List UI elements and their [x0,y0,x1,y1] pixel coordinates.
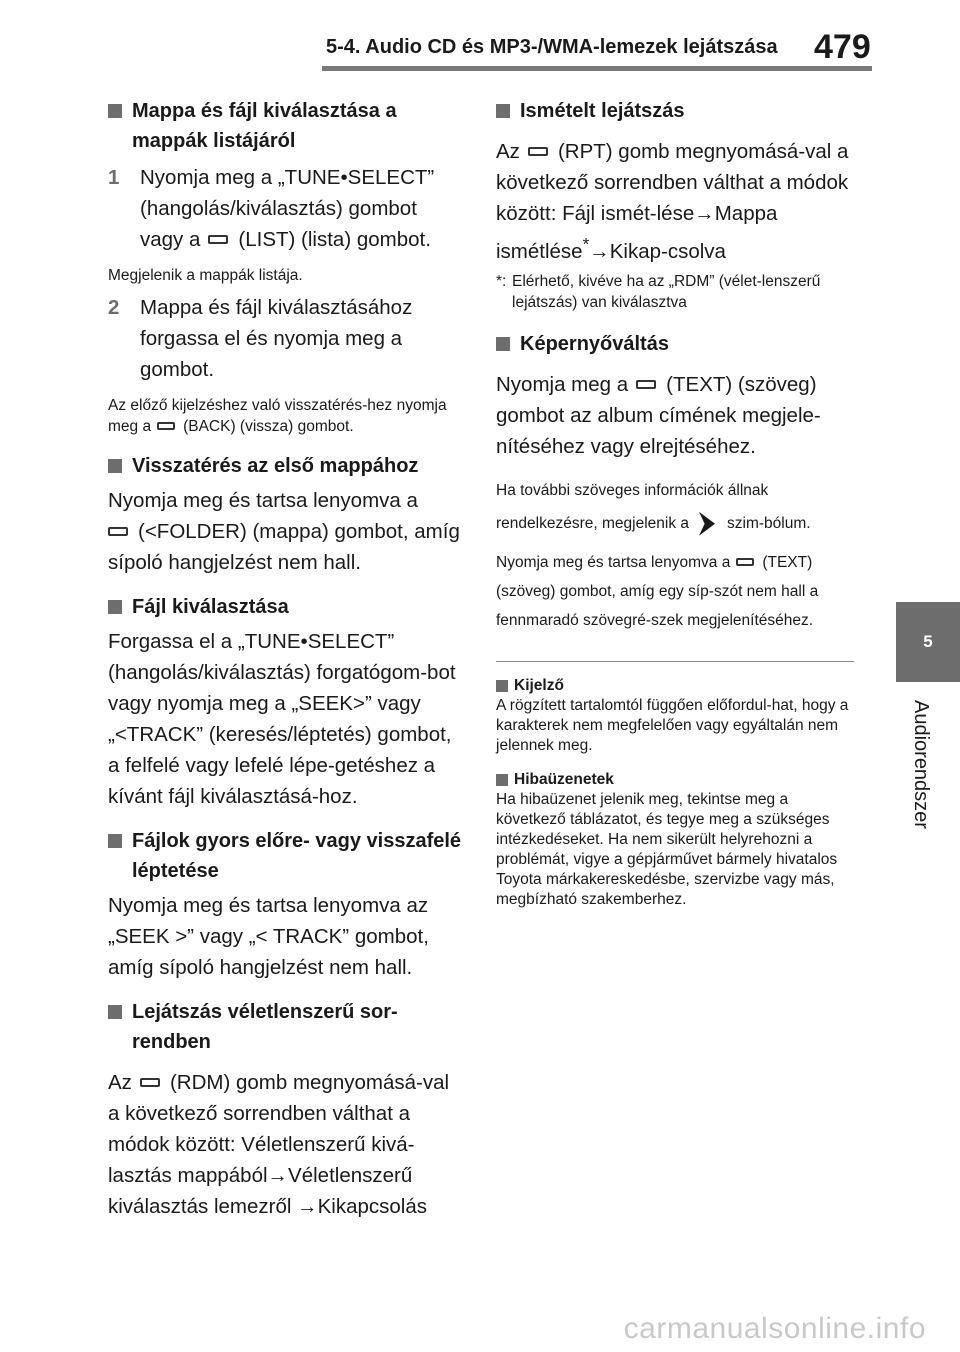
list-button-icon [208,235,228,244]
heading-screen-switch: Képernyőváltás [496,329,854,359]
heading-fast-step: Fájlok gyors előre- vagy visszafelé léptetése [108,826,464,886]
square-bullet-icon [496,337,510,351]
rpt-button-icon [528,147,548,156]
page-number: 479 [814,28,871,66]
chapter-label: Audiorendszer [910,700,932,829]
heading-folder-file-select: Mappa és fájl kiválasztása a mappák listájáról [108,96,464,156]
text-button-icon [736,558,754,566]
paragraph-fast-step: Nyomja meg és tartsa lenyomva az „SEEK >” vagy „< TRACK” gombot, amíg sípoló hangjelzést nem hall. [108,894,429,979]
heading-display: Kijelző [496,676,854,696]
note-more-text: Ha további szöveges információk állnak rendelkezésre, megjelenik a szim-bólum. [496,474,854,540]
right-column [496,86,854,910]
square-bullet-icon [108,834,122,848]
square-bullet-icon [496,680,508,692]
paragraph-display: A rögzített tartalomtól függően előfordul-hat, hogy a karakterek nem megfelelően vagy egyáltalán nem jelennek meg. [496,696,849,754]
left-column [108,86,464,1222]
note-back: Az előző kijelzéshez való visszatérés-hez nyomja meg a (BACK) (vissza) gombot. [108,397,447,435]
square-bullet-icon [108,459,122,473]
square-bullet-icon [496,104,510,118]
square-bullet-icon [496,774,508,786]
paragraph-random-play: Az (RDM) gomb megnyomásá-val a következő sorrendben válthat a módok között: Véletlenszerű kivá-lasztás mappából→Véletlenszerű kiválasztás lemezről →Kikapcsolás [108,1071,450,1218]
watermark: carmanualsonline.info [623,1312,926,1345]
rdm-button-icon [140,1078,160,1087]
note-folder-list: Megjelenik a mappák listája. [108,267,303,284]
heading-file-select: Fájl kiválasztása [108,592,464,622]
square-bullet-icon [108,1005,122,1019]
text-button-icon [636,380,656,389]
back-button-icon [157,422,175,430]
chapter-number: 5 [923,632,933,651]
section-divider [496,661,854,662]
note-hold-text: Nyomja meg és tartsa lenyomva a (TEXT) (szöveg) gombot, amíg egy síp-szót nem hall a fennmaradó szövegré-szek megjelenítéséhez. [496,553,819,629]
heading-repeat-play: Ismételt lejátszás [496,96,854,126]
paragraph-file-select: Forgassa el a „TUNE•SELECT” (hangolás/kiválasztás) forgatógom-bot vagy nyomja meg a „SEEK>” vagy „<TRACK” (keresés/léptetés) gombot, a felfelé vagy lefelé lépe-getéshez a kívánt fájl kiválasztásá-hoz. [108,630,456,808]
heading-error-messages: Hibaüzenetek [496,770,854,790]
footnote-repeat: *: Elérhető, kivéve ha az „RDM” (vélet-lenszerű lejátszás) van kiválasztva [496,272,821,311]
heading-random-play: Lejátszás véletlenszerű sor-rendben [108,997,464,1057]
paragraph-screen-switch: Nyomja meg a (TEXT) (szöveg) gombot az album címének megjele-nítéséhez vagy elrejtéséhez. [496,372,821,458]
section-title: 5-4. Audio CD és MP3-/WMA-lemezek lejátszása [326,36,778,58]
heading-return-first-folder: Visszatérés az első mappához [108,451,464,481]
paragraph-return-first-folder: Nyomja meg és tartsa lenyomva a (<FOLDER) (mappa) gombot, amíg sípoló hangjelzést nem hall. [108,489,460,574]
paragraph-repeat-play: Az (RPT) gomb megnyomásá-val a következő sorrendben válthat a módok között: Fájl ismét-lése→Mappa ismétlése*→Kikap-csolva [496,140,849,263]
step-2: 2 Mappa és fájl kiválasztásához forgassa el és nyomja meg a gombot. [108,296,413,381]
chapter-tab[interactable] [896,602,960,682]
header-divider [322,66,872,71]
more-text-arrow-icon [699,512,715,536]
square-bullet-icon [108,600,122,614]
folder-button-icon [108,527,128,536]
square-bullet-icon [108,104,122,118]
paragraph-error-messages: Ha hibaüzenet jelenik meg, tekintse meg a következő táblázatot, és tegye meg a szükséges intézkedéseket. Ha nem sikerült helyrehozni a problémát, vigye a gépjárművet bármely hivatalos Toyota márkakereskedésbe, szervizbe vagy más, megbízható szakemberhez. [496,790,838,908]
step-1: 1 Nyomja meg a „TUNE•SELECT” (hangolás/kiválasztás) gombot vagy a (LIST) (lista) gombot. [108,166,435,251]
